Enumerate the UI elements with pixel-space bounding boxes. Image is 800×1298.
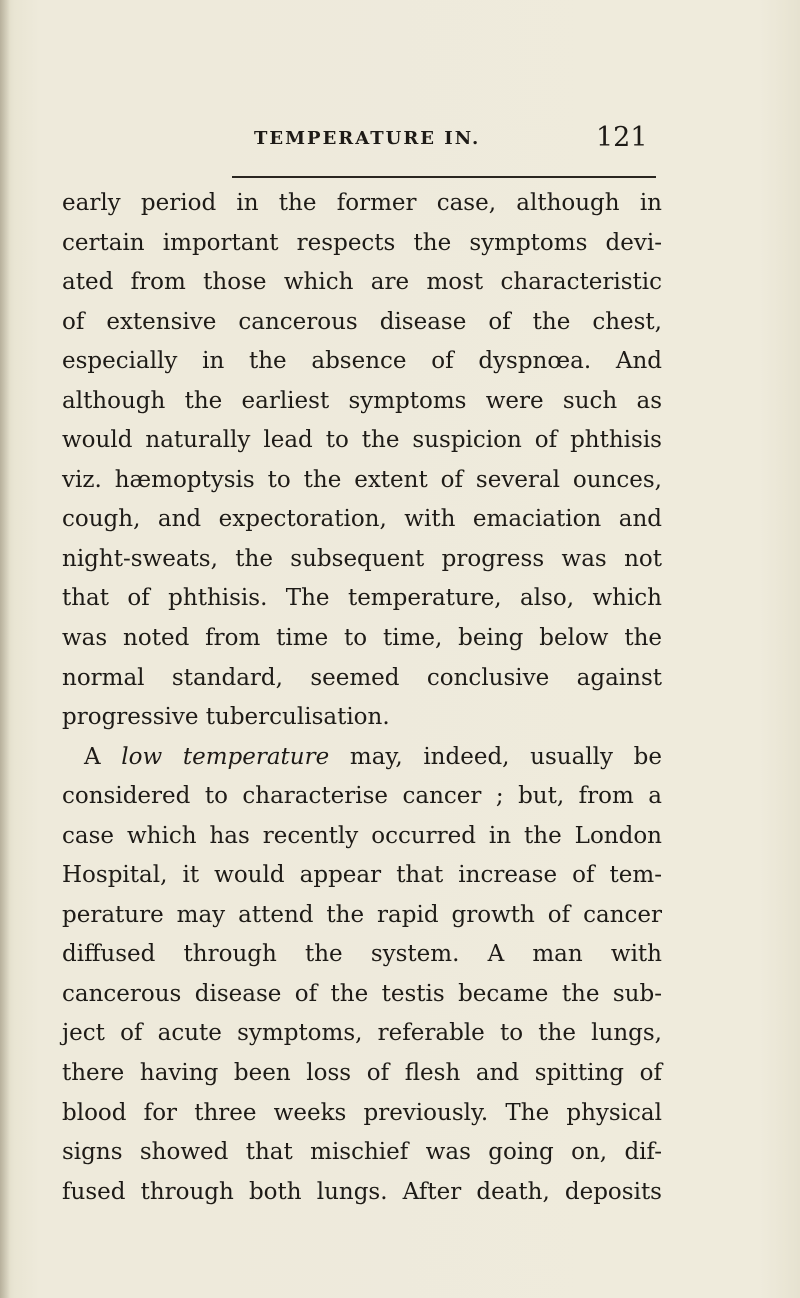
text-line: normal standard, seemed conclusive against (62, 664, 662, 691)
running-head-title: TEMPERATURE IN. (254, 128, 481, 149)
italic-phrase: low temperature (121, 743, 330, 770)
text-line: blood for three weeks previously. The physical (62, 1099, 662, 1126)
text-line: that of phthisis. The temperature, also, which (62, 585, 662, 612)
text-line: early period in the former case, although in (62, 190, 662, 216)
text-line: progressive tuberculisation. (62, 704, 390, 731)
line-rest: may, indeed, usually be (329, 743, 662, 770)
text-line: of extensive cancerous disease of the chest, (62, 308, 662, 335)
text-line: cancerous disease of the testis became the sub- (62, 980, 662, 1007)
text-line: ated from those which are most characteristic (62, 269, 662, 296)
text-line: viz. hæmoptysis to the extent of several ounces, (62, 466, 662, 493)
text-line: there having been loss of flesh and spitting of (62, 1060, 662, 1087)
text-line: signs showed that mischief was going on, dif- (62, 1139, 662, 1166)
text-line: perature may attend the rapid growth of cancer (62, 901, 662, 928)
header-rule (232, 176, 656, 178)
lead-word: A (84, 743, 122, 770)
text-line: although the earliest symptoms were such as (62, 387, 662, 414)
text-line: case which has recently occurred in the London (62, 822, 662, 849)
running-head (0, 122, 800, 162)
body-text (62, 184, 662, 1212)
text-line: cough, and expectoration, with emaciation and (62, 506, 662, 533)
page-number: 121 (596, 122, 648, 153)
text-line: diffused through the system. A man with (62, 941, 662, 968)
spine-shadow (0, 0, 10, 1298)
text-line: Hospital, it would appear that increase of tem- (62, 862, 662, 889)
text-line: considered to characterise cancer ; but, from a (62, 783, 662, 810)
text-line: fused through both lungs. After death, deposits (62, 1178, 662, 1205)
paragraph-first-line (62, 738, 662, 778)
text-line: ject of acute symptoms, referable to the lungs, (62, 1020, 662, 1047)
text-line: certain important respects the symptoms devi- (62, 229, 662, 256)
text-line: night-sweats, the subsequent progress was not (62, 545, 662, 572)
text-line: was noted from time to time, being below the (62, 625, 662, 652)
text-line: especially in the absence of dyspnœa. And (62, 348, 662, 375)
text-line: would naturally lead to the suspicion of phthisis (62, 427, 662, 454)
